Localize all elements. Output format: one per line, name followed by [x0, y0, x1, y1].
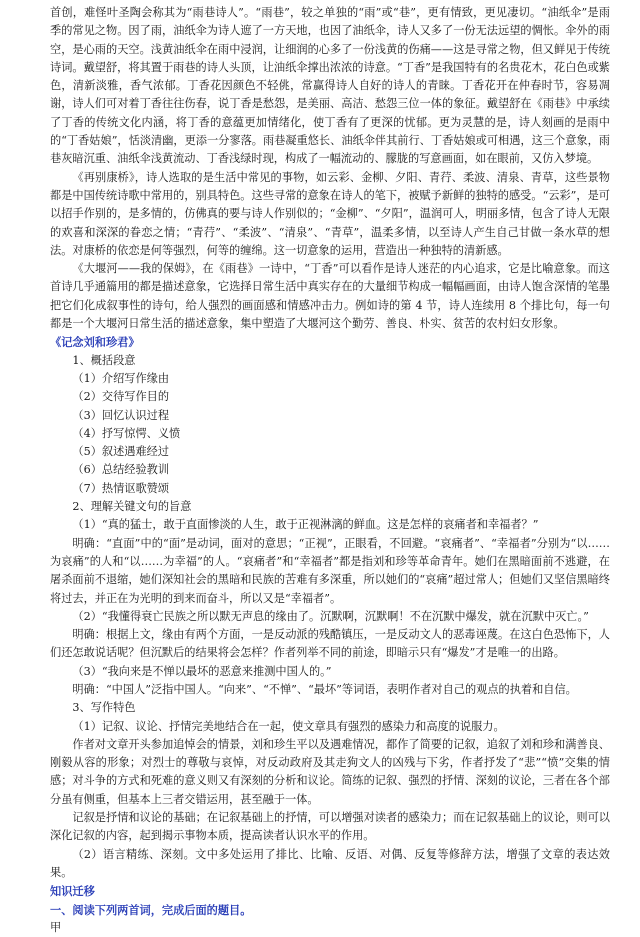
answer-1: 明确：“直面”中的“面”是动词，面对的意思；“正视”，正眼看，不回避。“哀痛者”、“幸福者”分别为“以……为哀痛”的人和“以……为幸福”的人。“哀痛者”和“幸福者”都是指刘和珍等革命青年。她们在黑暗面前不逃避，在屠杀面前不退缩，她们深知社会的黑暗和民族的苦难有多深重，所以她们的“哀痛”超过常人；但她们又坚信黑暗终将过去，并正在为光明的到来而奋斗，所以又是“幸福者”。 — [50, 536, 610, 605]
feature-1-detail-2: 记叙是抒情和议论的基础；在记叙基础上的抒情，可以增强对读者的感染力；而在记叙基础上的议论，则可以深化记叙的内容，起到揭示事物本质，提高读者认识水平的作用。 — [50, 811, 610, 843]
section-title: 《记念刘和珍君》 — [50, 335, 140, 350]
summary-item: （3）回忆认识过程 — [72, 408, 170, 422]
key-sentences-heading: 2、理解关键文句的旨意 — [72, 500, 192, 514]
poem-label: 甲 — [50, 920, 62, 934]
summary-item: （6）总结经验教训 — [72, 463, 170, 477]
paragraph-dayanhe: 《大堰河——我的保姆》，在《雨巷》一诗中，“丁香”可以看作是诗人迷茫的内心追求，它是比喻意象。而这首诗几乎通篇用的都是描述意象，它选择日常生活中真实存在的大量细节构成一幅幅画面，由诗人饱含深情的笔墨把它们化成叙事性的诗句，给人强烈的画面感和情感冲击力。例如诗的第 4 节，诗人连续用 8 个排比句，每一句都是一个大堰河日常生活的描述意象，集中塑造了大堰河这个勤劳、善良、朴实、贫苦的农村妇女形象。 — [50, 262, 610, 331]
paragraph-yuxiang: 首创，难怪叶圣陶会称其为“雨巷诗人”。“雨巷”，较之单独的“雨”或“巷”，更有情致，更见凄切。“油纸伞”是雨季的常见之物。因了雨，油纸伞为诗人遮了一方天地，也因了油纸伞，诗人又多了一份无法远望的惆怅。伞外的雨空，是心雨的天空。浅黄油纸伞在雨中浸润，让细润的心多了一份浅黄的伤痛——这是寻常之物，但又鲜见于传统诗词。戴望舒，将其置于雨巷的诗人头顶，让油纸伞撑出浓浓的诗意。“丁香”是我国特有的名贵花木，花白色或紫色，清新淡雅，香气浓郁。丁香花因颜色不轻佻，常赢得诗人自好的诗人的青睐。丁香花开在仲春时节，容易凋谢，诗人们可对着丁香往往伤春，说丁香是愁怨，是美丽、高洁、愁怨三位一体的象征。戴望舒在《雨巷》中承续了丁香的传统文化内涵，将丁香的意蕴更加情绪化，使丁香有了更深的忧郁。更为灵慧的是，诗人刻画的是雨中的“丁香姑娘”，恬淡清幽，更添一分寥落。雨巷凝重悠长、油纸伞伴其前行、丁香姑娘或可相遇，这三个意象，雨巷灰暗沉重、油纸伞浅黄流动、丁香浅绿时现，构成了一幅流动的、朦胧的写意画面，如在眼前，又仿入梦境。 — [50, 6, 610, 166]
summary-item: （7）热情讴歌赞颂 — [72, 481, 170, 495]
answer-2: 明确：根据上文，缘由有两个方面，一是反动派的残酷镇压，一是反动文人的恶毒诬蔑。在这白色恐怖下，人们还怎敢说话呢？但沉默后的结果将会怎样？作者列举不同的前途，即暗示只有“爆发”才是唯一的出路。 — [50, 628, 610, 660]
summary-item: （5）叙述遇难经过 — [72, 445, 170, 459]
summary-item: （4）抒写惊愕、义愤 — [72, 426, 181, 440]
feature-1: （1）记叙、议论、抒情完美地结合在一起，使文章具有强烈的感染力和高度的说服力。 — [72, 719, 505, 733]
feature-2: （2）语言精练、深刻。文中多处运用了排比、比喻、反语、对偶、反复等修辞方法，增强了文章的表达效果。 — [50, 847, 610, 879]
features-heading: 3、写作特色 — [72, 701, 136, 715]
paragraph-zaibie-kangqiao: 《再别康桥》，诗人选取的是生活中常见的事物，如云彩、金柳、夕阳、青荇、柔波、清泉、青草，这些景物都是中国传统诗歌中常用的，别具特色。这些寻常的意象在诗人的笔下，被赋予新鲜的独特的感受。“云彩”，是可以招手作别的，是多情的，仿佛真的要与诗人作别似的；“金柳”、“夕阳”，温润可人，明丽多情，包含了诗人无限的欢喜和深深的眷恋之情；“青荇”、“柔波”、“清泉”、“青草”，温柔多情，以至诗人产生自己甘做一条水草的想法。对康桥的依恋是何等强烈，何等的缠绵。这一切意象的运用，营造出一种独特的清新感。 — [50, 170, 610, 257]
summary-item: （1）介绍写作缘由 — [72, 371, 170, 385]
transfer-heading: 知识迁移 — [50, 884, 95, 899]
answer-3: 明确：“中国人”泛指中国人。“向来”、“不惮”、“最坏”等词语，表明作者对自己的观点的执着和自信。 — [72, 682, 577, 696]
question-2: （2）“我懂得衰亡民族之所以默无声息的缘由了。沉默啊，沉默啊！不在沉默中爆发，就在沉默中灭亡。” — [72, 609, 589, 623]
summary-item: （2）交待写作目的 — [72, 390, 170, 404]
question-1: （1）“真的猛士，敢于直面惨淡的人生，敢于正视淋漓的鲜血。这是怎样的哀痛者和幸福者？” — [72, 518, 539, 532]
feature-1-detail: 作者对文章开头参加追悼会的情景，刘和珍生平以及遇难情况，都作了简要的记叙，追叙了刘和珍和满善良、刚毅从容的形象；对烈士的尊敬与哀悼，对反动政府及其走狗文人的凶残与下劣，作者抒发了“悲”“愤”交集的情感；对斗争的方式和死难的意义则又有深刻的分析和议论。简练的记叙、强烈的抒情、深刻的议论，三者在各个部分虽有侧重，但基本上三者交错运用，甚至融于一体。 — [50, 737, 610, 806]
summary-heading: 1、概括段意 — [72, 353, 136, 367]
question-3: （3）“我向来是不惮以最坏的恶意来推测中国人的。” — [72, 664, 332, 678]
exercise-heading: 一、阅读下列两首词，完成后面的题目。 — [50, 902, 252, 917]
